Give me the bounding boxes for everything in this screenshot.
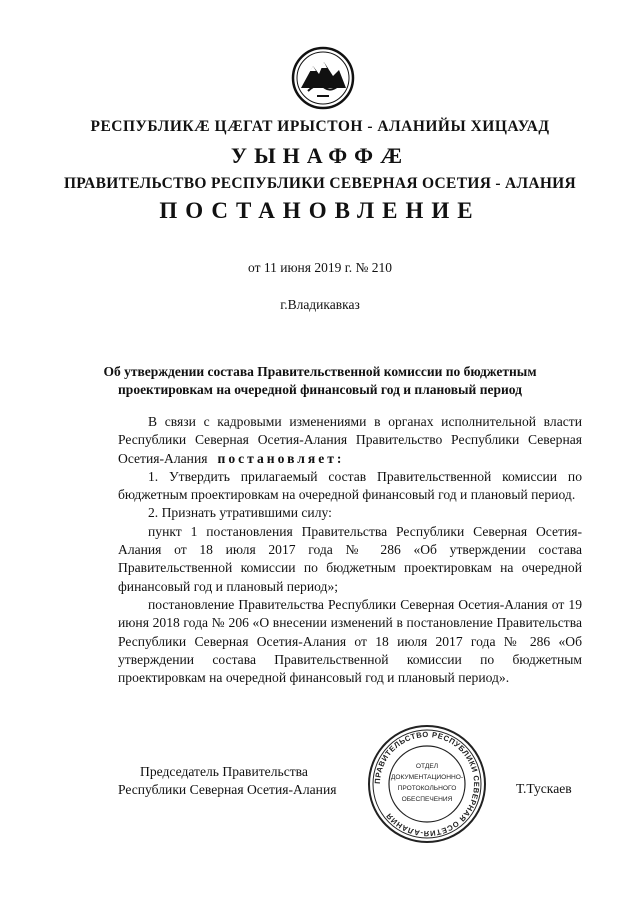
document-subject — [0, 363, 640, 399]
subject-line-2: проектировкам на очередной финансовый год и плановый период — [118, 382, 522, 397]
seal-ring-text: ПРАВИТЕЛЬСТВО РЕСПУБЛИКИ СЕВЕРНАЯ ОСЕТИЯ-АЛАНИЯ — [372, 729, 482, 839]
body-intro-paragraph — [118, 413, 582, 468]
signature-title-line-2: Республики Северная Осетия-Алания — [118, 782, 337, 797]
subject-line-1: Об утверждении состава Правительственной комиссии по бюджетным — [103, 364, 537, 379]
body-intro-text: В связи с кадровыми изменениями в органах исполнительной власти Республики Северная Осетия-Алания Правительство Республики Северная Осетия-Алания — [118, 414, 582, 466]
body-item-2-clause-2: постановление Правительства Республики Северная Осетия-Алания от 19 июня 2018 года № 206 «О внесении изменений в постановление Правительства Республики Северная Осетия-Алания от 18 июля 2017 года № 286 «Об утверждении состава Правительственной комиссии по бюджетным проектировкам на очередной финансовый год и плановый период». — [118, 596, 582, 686]
signature-title — [118, 763, 336, 799]
header-document-type-russian: ПОСТАНОВЛЕНИЕ — [159, 198, 481, 223]
document-date-number: от 11 июня 2019 г. № 210 — [248, 260, 392, 275]
seal-center-line-3: ПРОТОКОЛЬНОГО — [397, 785, 457, 792]
header-document-type-ossetian: УЫНАФФӔ — [230, 143, 410, 168]
body-item-2: 2. Признать утратившими силу: — [148, 505, 332, 521]
seal-center-line-2: ДОКУМЕНТАЦИОННО- — [390, 774, 464, 781]
body-item-1: 1. Утвердить прилагаемый состав Правительственной комиссии по бюджетным проектировкам на очередной финансовый год и плановый период. — [118, 468, 582, 503]
body-decree-word: постановляет: — [217, 450, 345, 466]
signatory-name: Т.Тускаев — [516, 781, 572, 796]
coat-of-arms-emblem — [291, 44, 355, 112]
signature-title-line-1: Председатель Правительства — [140, 764, 308, 779]
header-government-russian: ПРАВИТЕЛЬСТВО РЕСПУБЛИКИ СЕВЕРНАЯ ОСЕТИЯ - АЛАНИЯ — [63, 175, 577, 192]
seal-center-line-4: ОБЕСПЕЧЕНИЯ — [401, 796, 453, 803]
document-body — [118, 413, 582, 687]
document-city: г.Владикавказ — [280, 297, 360, 312]
official-seal — [366, 723, 488, 845]
header-republic-ossetian: РЕСПУБЛИКӔ ЦӔГАТ ИРЫСТОН - АЛАНИЙЫ ХИЦАУАД — [90, 118, 550, 135]
seal-center-line-1: ОТДЕЛ — [415, 763, 439, 770]
body-item-2-clause-1: пункт 1 постановления Правительства Республики Северная Осетия-Алания от 18 июля 2017 года № 286 «Об утверждении состава Правительственной комиссии по бюджетным проектировкам на очередной финансовый год и плановый период»; — [118, 523, 582, 594]
